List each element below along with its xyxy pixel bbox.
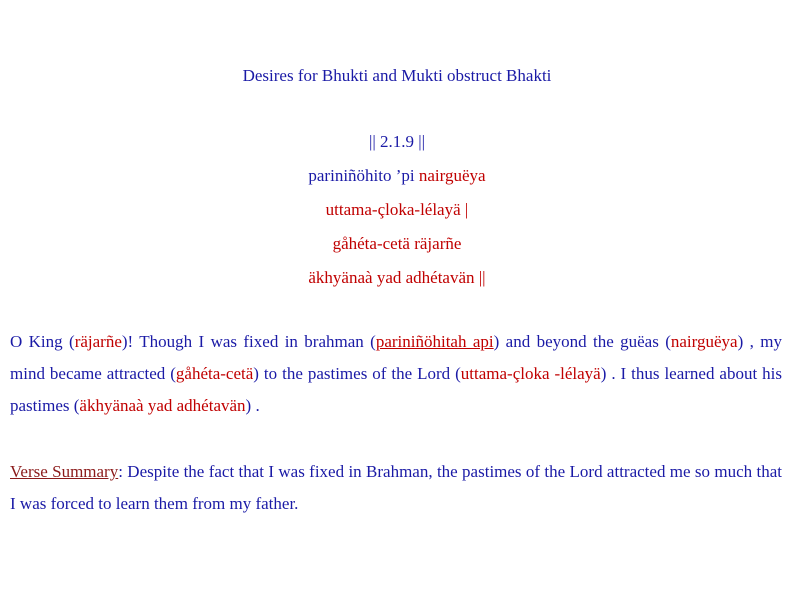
translation-text: ) to the pastimes of the Lord (	[253, 364, 461, 383]
verse-summary-label: Verse Summary	[10, 462, 119, 481]
translation-text: )! Though I was fixed in brahman (	[121, 332, 376, 351]
verse-line-1-part-b: nairguëya	[418, 166, 486, 185]
sanskrit-term: pariniñöhitah api	[375, 332, 494, 351]
sanskrit-term: nairguëya	[670, 332, 738, 351]
verse-line-2: uttama-çloka-lélayä |	[325, 200, 469, 219]
verse-summary-text: Despite the fact that I was fixed in Brahman, the pastimes of the Lord attracted me so much that I was forced to learn them from my father.	[10, 462, 782, 513]
verse-line-1-part-a: pariniñöhito ’pi	[308, 166, 415, 185]
translation-text: ) and beyond the guëas (	[493, 332, 671, 351]
translation-text: ) , my mind became attracted (	[10, 332, 782, 383]
translation-text: ) .	[245, 396, 260, 415]
verse-summary-paragraph	[10, 456, 782, 520]
sanskrit-term: äkhyänaà yad adhétavän	[79, 396, 246, 415]
translation-text: O King (	[10, 332, 75, 351]
translation-text: ) . I thus learned about his pastimes (	[10, 364, 782, 415]
slide-title: Desires for Bhukti and Mukti obstruct Bhakti	[242, 66, 552, 85]
sanskrit-term: uttama-çloka -lélayä	[460, 364, 601, 383]
translation-paragraph	[10, 326, 782, 422]
sanskrit-term: gåhéta-cetä	[175, 364, 254, 383]
verse-line-1	[0, 166, 794, 186]
sanskrit-term: räjarñe	[74, 332, 122, 351]
verse-line-3: gåhéta-cetä räjarñe	[332, 234, 462, 253]
verse-summary-colon: :	[118, 462, 123, 481]
verse-line-4: äkhyänaà yad adhétavän ||	[308, 268, 486, 287]
verse-number: || 2.1.9 ||	[368, 132, 426, 151]
